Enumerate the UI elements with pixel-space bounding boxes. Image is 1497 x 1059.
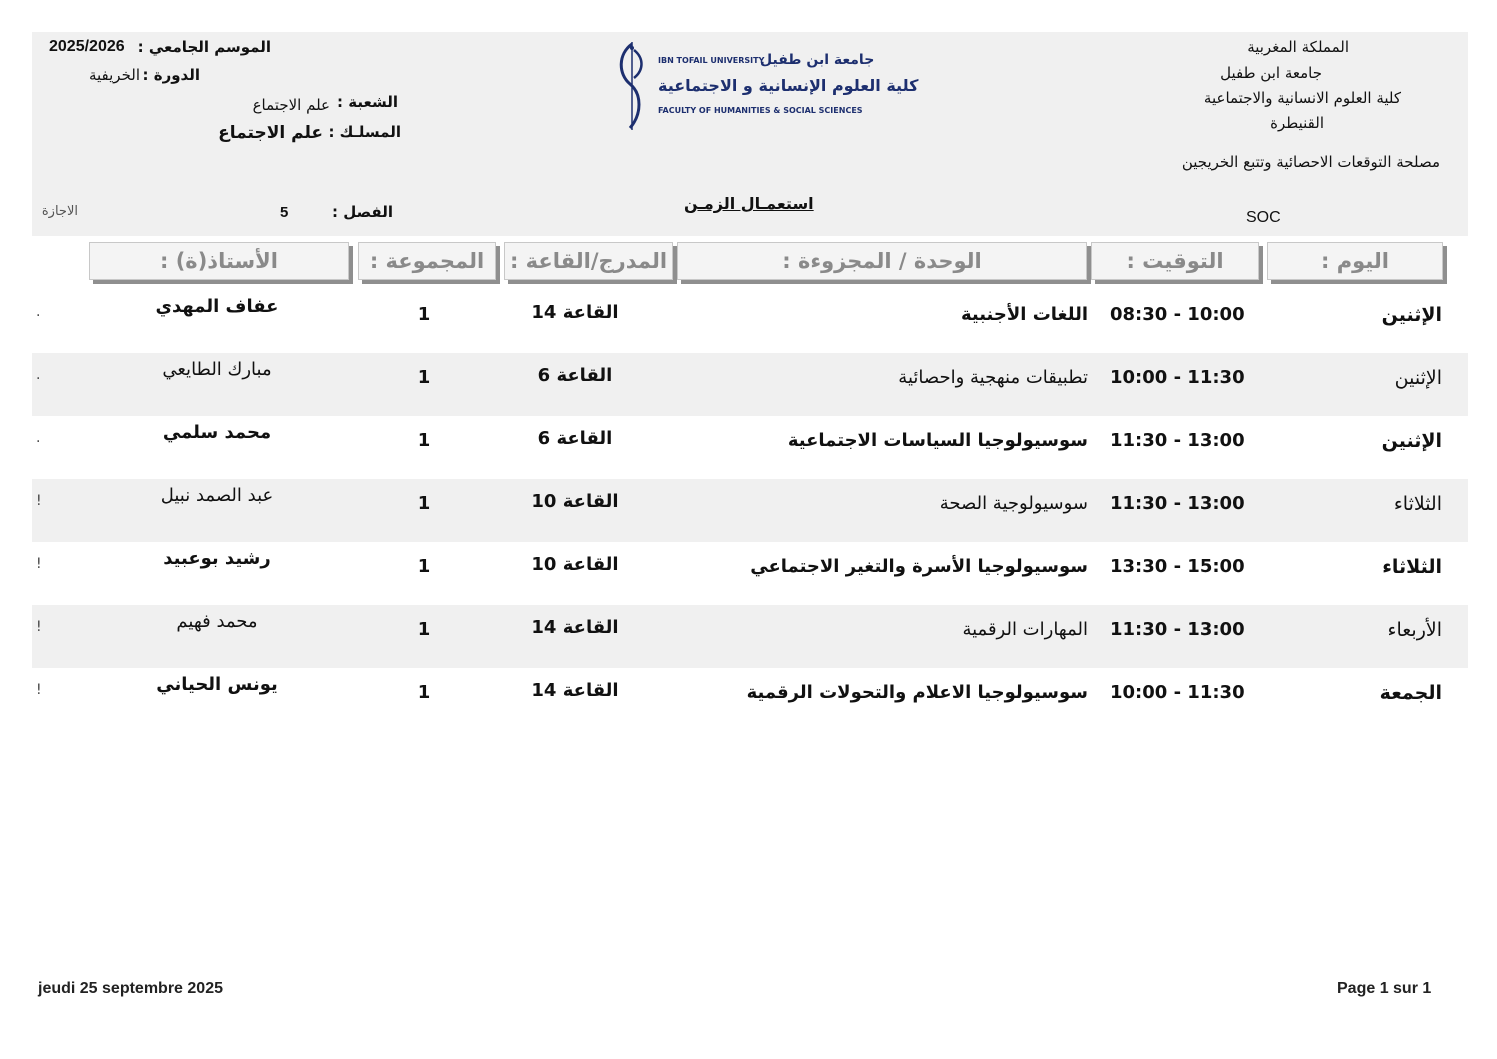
group-cell: 1 <box>417 619 431 640</box>
room-cell: القاعة 10 <box>531 554 619 575</box>
time-cell: 08:30 - 10:00 <box>1110 304 1245 325</box>
program-code: SOC <box>1246 209 1281 226</box>
semester-label: الفصل : <box>332 203 393 221</box>
kingdom-name: المملكة المغربية <box>1247 38 1349 56</box>
professor-cell: عفاف المهدي <box>155 296 279 317</box>
subject-cell: المهارات الرقمية <box>962 619 1088 640</box>
semester-value: 5 <box>280 204 289 221</box>
group-cell: 1 <box>417 556 431 577</box>
season-value: 2025/2026 <box>49 38 125 55</box>
time-cell: 10:00 - 11:30 <box>1110 367 1245 388</box>
group-cell: 1 <box>417 304 431 325</box>
subject-cell: اللغات الأجنبية <box>960 304 1088 325</box>
page-number: Page 1 sur 1 <box>1337 980 1432 997</box>
time-cell: 11:30 - 13:00 <box>1110 493 1245 514</box>
column-header-room: المدرج/القاعة : <box>504 242 673 280</box>
faculty-name: كلية العلوم الانسانية والاجتماعية <box>1203 89 1401 107</box>
table-row <box>32 542 1468 605</box>
session-label: الدورة : <box>142 66 200 84</box>
table-row <box>32 290 1468 353</box>
department-value: علم الاجتماع <box>252 96 330 114</box>
university-logo <box>612 40 919 132</box>
table-row <box>32 353 1468 416</box>
time-cell: 10:00 - 11:30 <box>1110 682 1245 703</box>
professor-cell: رشيد بوعبيد <box>163 548 271 569</box>
room-cell: القاعة 10 <box>531 491 619 512</box>
subject-cell: سوسيولوجية الصحة <box>939 493 1088 514</box>
row-edge-mark: ! <box>36 493 42 509</box>
subject-cell: سوسيولوجيا الأسرة والتغير الاجتماعي <box>750 556 1088 577</box>
logo-english-top: IBN TOFAIL UNIVERSITY <box>658 56 765 65</box>
group-cell: 1 <box>417 682 431 703</box>
city-name: القنيطرة <box>1270 114 1324 132</box>
column-header-time: التوقيت : <box>1091 242 1259 280</box>
column-header-day: اليوم : <box>1267 242 1443 280</box>
schedule-title: استعمـال الزمـن <box>684 194 814 213</box>
group-cell: 1 <box>417 367 431 388</box>
day-cell: الثلاثاء <box>1382 556 1442 578</box>
time-cell: 11:30 - 13:00 <box>1110 430 1245 451</box>
professor-cell: محمد سلمي <box>162 422 272 443</box>
time-cell: 11:30 - 13:00 <box>1110 619 1245 640</box>
row-edge-mark: . <box>36 367 41 383</box>
room-cell: القاعة 6 <box>537 428 613 449</box>
row-edge-mark: . <box>36 304 41 320</box>
university-name: جامعة ابن طفيل <box>1220 64 1322 82</box>
track-label: المسلـك : <box>328 123 401 141</box>
professor-cell: عبد الصمد نبيل <box>160 485 274 506</box>
table-row <box>32 479 1468 542</box>
department-label: الشعبة : <box>337 93 398 111</box>
logo-emblem-icon <box>612 40 652 132</box>
table-row <box>32 668 1468 731</box>
day-cell: الجمعة <box>1379 682 1442 704</box>
table-row <box>32 605 1468 668</box>
subject-cell: سوسيولوجيا الاعلام والتحولات الرقمية <box>746 682 1088 703</box>
print-date: jeudi 25 septembre 2025 <box>38 980 223 997</box>
group-cell: 1 <box>417 493 431 514</box>
day-cell: الإثنين <box>1381 304 1442 326</box>
logo-arabic-faculty: كلية العلوم الإنسانية و الاجتماعية <box>658 76 919 95</box>
column-header-subject: الوحدة / المجزوءة : <box>677 242 1087 280</box>
degree-name: الاجازة <box>41 204 78 219</box>
track-value: علم الاجتماع <box>218 123 323 143</box>
service-name: مصلحة التوقعات الاحصائية وتتبع الخريجين <box>1181 153 1440 171</box>
row-edge-mark: . <box>36 430 41 446</box>
day-cell: الثلاثاء <box>1393 493 1442 515</box>
season-label: الموسم الجامعي : <box>137 38 271 56</box>
logo-arabic-top: جامعة ابن طفيل <box>760 52 875 68</box>
column-header-group: المجموعة : <box>358 242 496 280</box>
table-row <box>32 416 1468 479</box>
room-cell: القاعة 14 <box>531 617 619 638</box>
room-cell: القاعة 14 <box>531 302 619 323</box>
subject-cell: سوسيولوجيا السياسات الاجتماعية <box>787 430 1088 451</box>
row-edge-mark: ! <box>36 619 42 635</box>
row-edge-mark: ! <box>36 682 42 698</box>
column-header-professor: الأستاذ(ة) : <box>89 242 349 280</box>
professor-cell: محمد فهيم <box>176 611 258 632</box>
room-cell: القاعة 14 <box>531 680 619 701</box>
subject-cell: تطبيقات منهجية واحصائية <box>898 367 1088 388</box>
logo-english-faculty: FACULTY OF HUMANITIES & SOCIAL SCIENCES <box>658 106 863 115</box>
room-cell: القاعة 6 <box>537 365 613 386</box>
row-edge-mark: ! <box>36 556 42 572</box>
session-value: الخريفية <box>88 66 140 84</box>
day-cell: الإثنين <box>1381 430 1442 452</box>
professor-cell: يونس الحياني <box>156 674 278 695</box>
time-cell: 13:30 - 15:00 <box>1110 556 1245 577</box>
professor-cell: مبارك الطايعي <box>162 359 272 380</box>
day-cell: الإثنين <box>1394 367 1442 389</box>
day-cell: الأربعاء <box>1387 619 1442 641</box>
group-cell: 1 <box>417 430 431 451</box>
